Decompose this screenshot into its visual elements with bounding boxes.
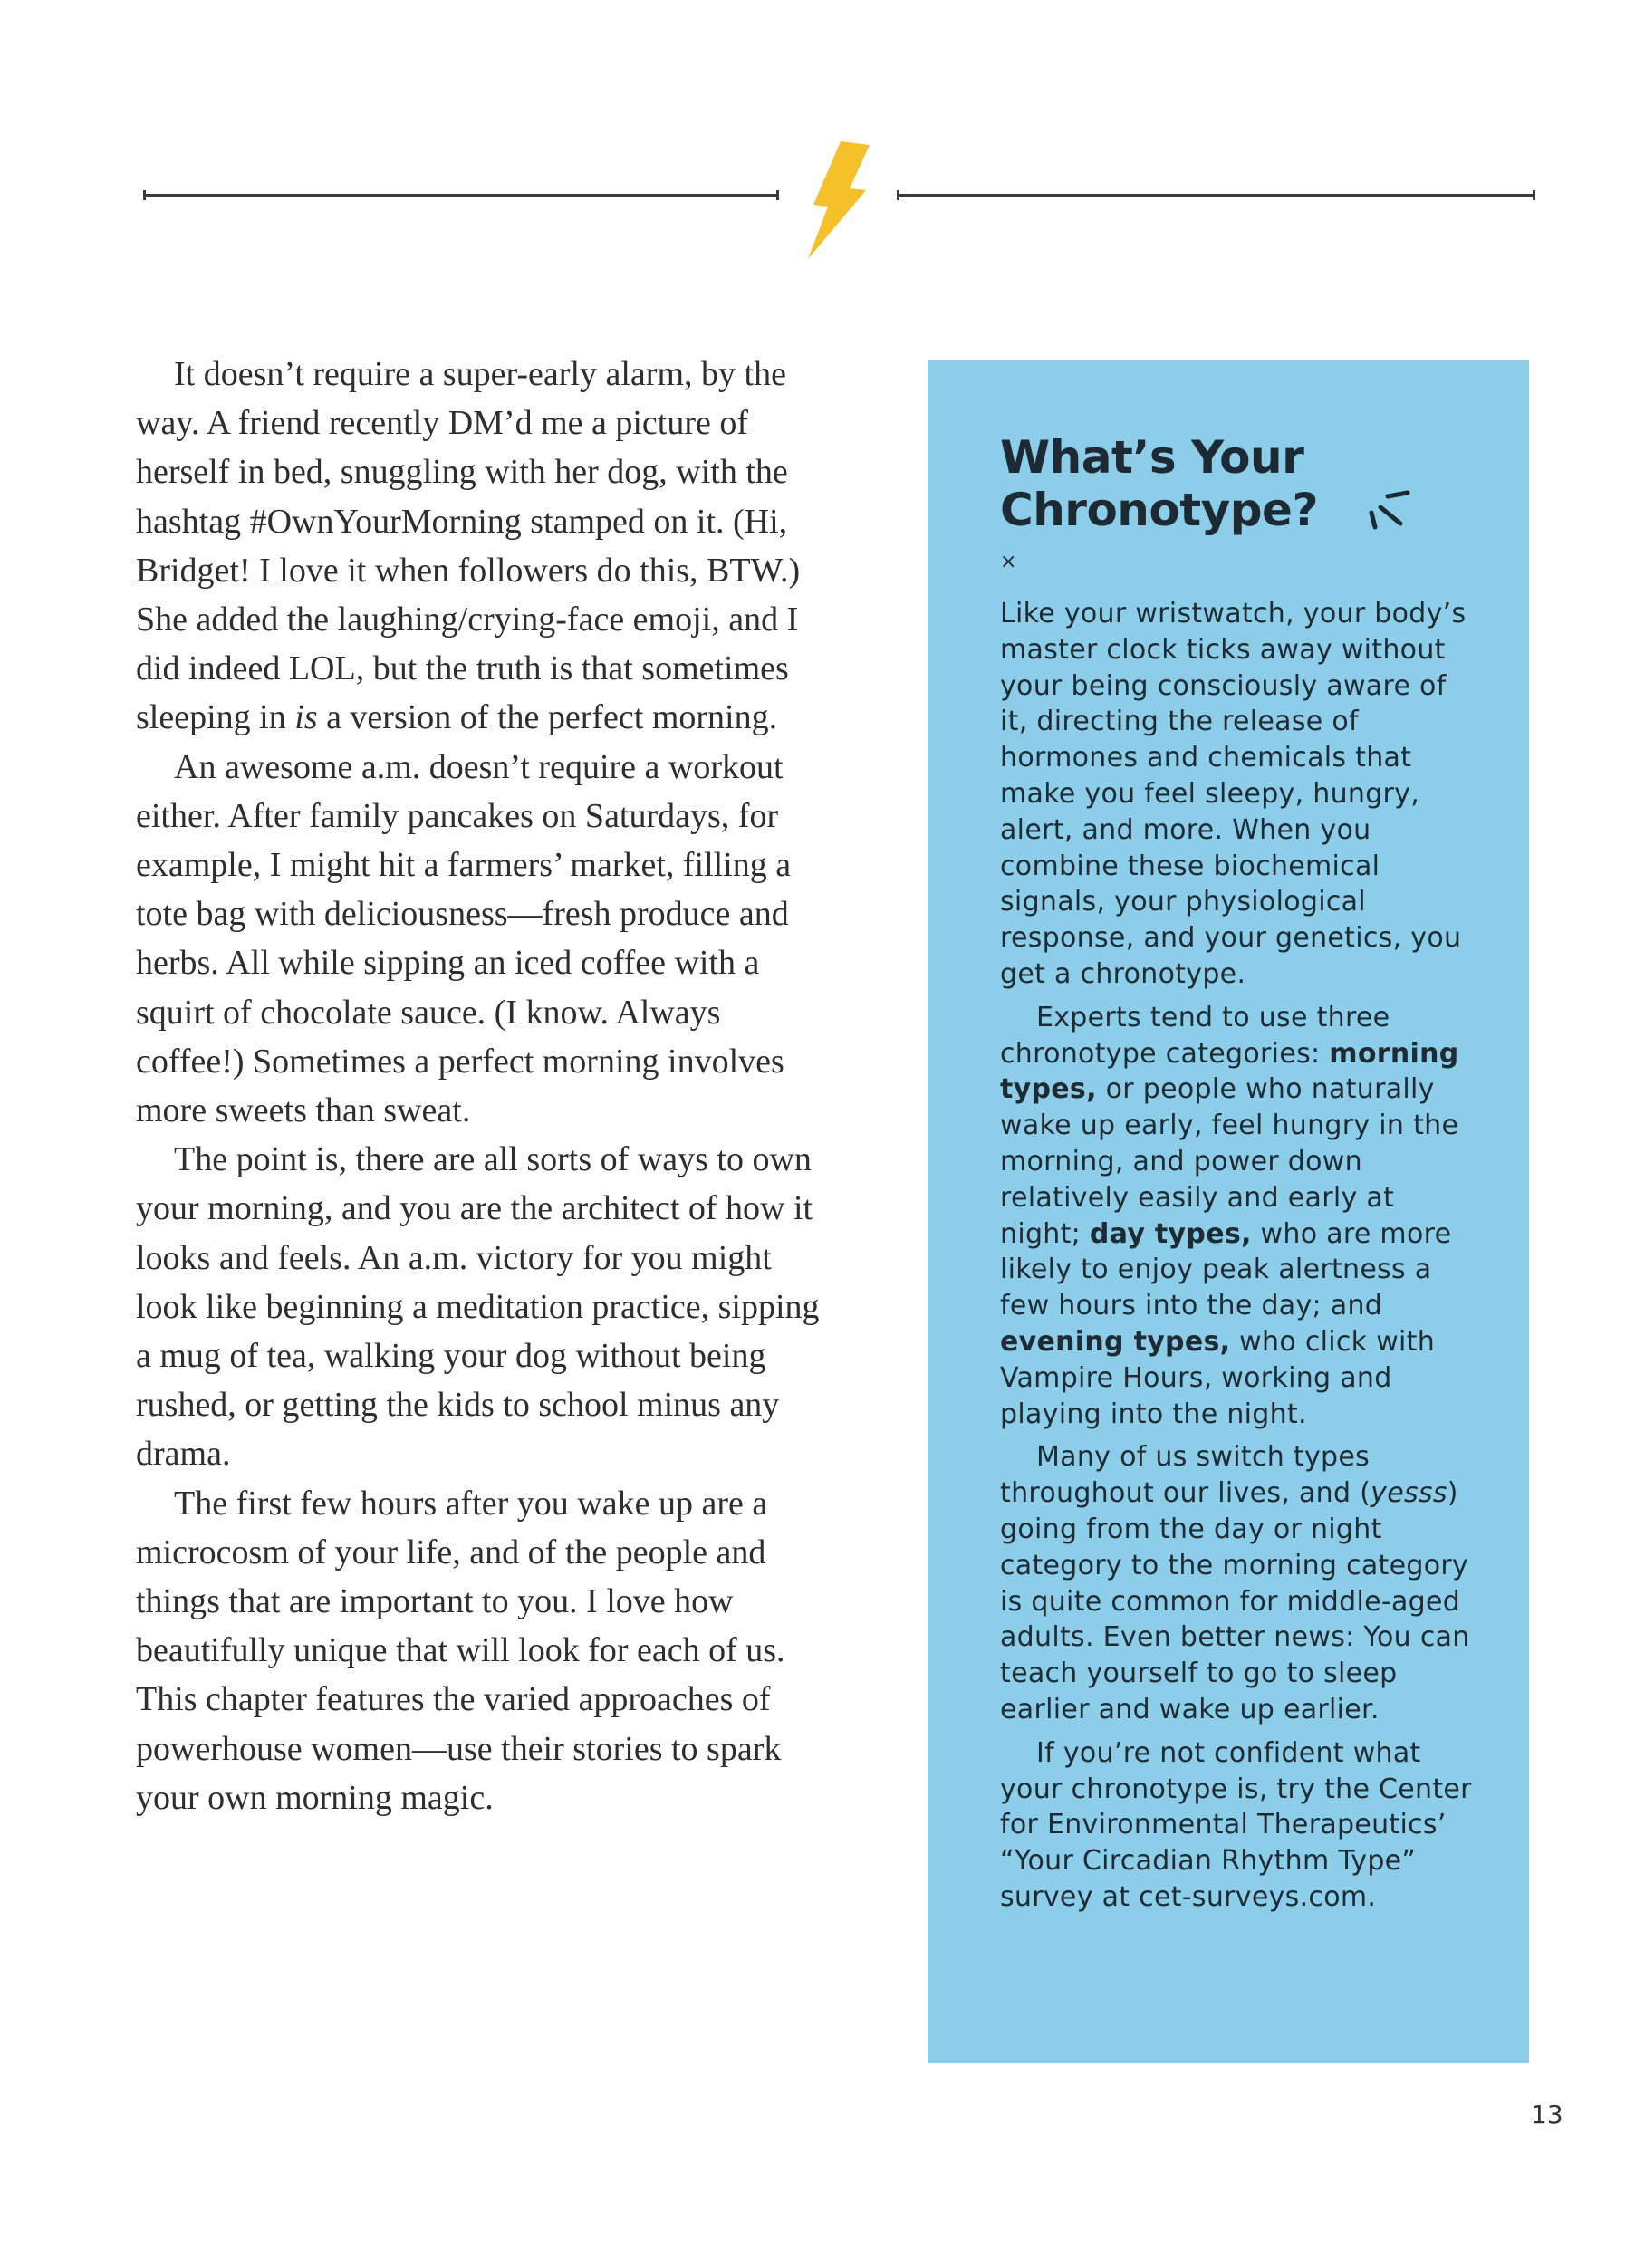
sidebar-paragraph: If you’re not confident what your chronotype is, try the Center for Environmental Therapeutics’ “Your Circadian Rhythm Type” survey at cet-surveys.com. (1000, 1736, 1472, 1913)
divider-tick (776, 190, 779, 200)
sidebar-title-line: Chronotype? (1000, 484, 1318, 536)
sidebar-text: who click with Vampire Hours, working and playing into the night. (1000, 1325, 1436, 1430)
lightning-bolt-icon (795, 141, 879, 259)
main-text-column (136, 350, 824, 1822)
divider-rule-right (897, 194, 1535, 197)
chronotype-sidebar (928, 360, 1529, 2063)
paragraph: The point is, there are all sorts of ways to own your morning, and you are the architect of how it looks and feels. An a.m. victory for you might look like beginning a meditation practice, sipping a mug of tea, walking your dog without being rushed, or getting the kids to school minus any drama. (136, 1140, 820, 1474)
page-number: 13 (1531, 2100, 1563, 2129)
paragraph: The first few hours after you wake up are a microcosm of your life, and of the people and things that are important to you. I love how beautifully unique that will look for each of us. This chapter features the varied approaches of powerhouse women—use their stories to spark your own morning magic. (136, 1484, 785, 1817)
sidebar-text: ) going from the day or night category to the morning category is quite common for middle-aged adults. Even better news: You can teach yourself to go to sleep earlier and wake up earlier. (1000, 1477, 1470, 1725)
paragraph-text: It doesn’t require a super-early alarm, by the way. A friend recently DM’d me a picture of herself in bed, snuggling with her dog, with the hashtag #OwnYourMorning stamped on it. (Hi, Bridget! I love it when followers do this, BTW.) She added the laughing/crying-face emoji, and I did indeed LOL, but the truth is that sometimes sleeping in (136, 355, 801, 737)
divider-rule-left (143, 194, 779, 197)
bold-term: morning types, (1000, 1037, 1459, 1106)
sidebar-text: Experts tend to use three chronotype categories: (1000, 1001, 1390, 1070)
sidebar-text: Many of us switch types throughout our lives, and ( (1000, 1441, 1371, 1510)
sidebar-text: who are more likely to enjoy peak alertness a few hours into the day; and (1000, 1217, 1452, 1322)
paragraph (136, 350, 824, 743)
sidebar-body (1000, 596, 1480, 1916)
sidebar-text: or people who naturally wake up early, feel hungry in the morning, and power down relatively easily and early at night; (1000, 1073, 1459, 1250)
sidebar-paragraph (1000, 1439, 1480, 1727)
bold-term: evening types, (1000, 1325, 1231, 1358)
burst-icon (1353, 480, 1417, 534)
sidebar-content (1000, 431, 1480, 1916)
emphasis-text: is (294, 698, 318, 737)
sidebar-title-line: What’s Your (1000, 431, 1304, 484)
sidebar-paragraph (1000, 1000, 1480, 1433)
divider-tick (143, 190, 146, 200)
sidebar-mark: × (1000, 551, 1017, 573)
paragraph: An awesome a.m. doesn’t require a workout either. After family pancakes on Saturdays, for example, I might hit a farmers’ market, filling a tote bag with deliciousness—fresh produce and herbs. All while sipping an iced coffee with a squirt of chocolate sauce. (I know. Always coffee!) Sometimes a perfect morning involves more sweets than sweat. (136, 747, 792, 1130)
bold-term: day types, (1089, 1217, 1252, 1250)
sidebar-paragraph: Like your wristwatch, your body’s master clock ticks away without your being consciously aware of it, directing the release of hormones and chemicals that make you feel sleepy, hungry, alert, and more. When you combine these biochemical signals, your physiological response, and your genetics, you get a chronotype. (1000, 598, 1467, 990)
divider-tick (1533, 190, 1535, 200)
paragraph-text: a version of the perfect morning. (317, 698, 778, 737)
emphasis-text: yesss (1371, 1477, 1447, 1510)
